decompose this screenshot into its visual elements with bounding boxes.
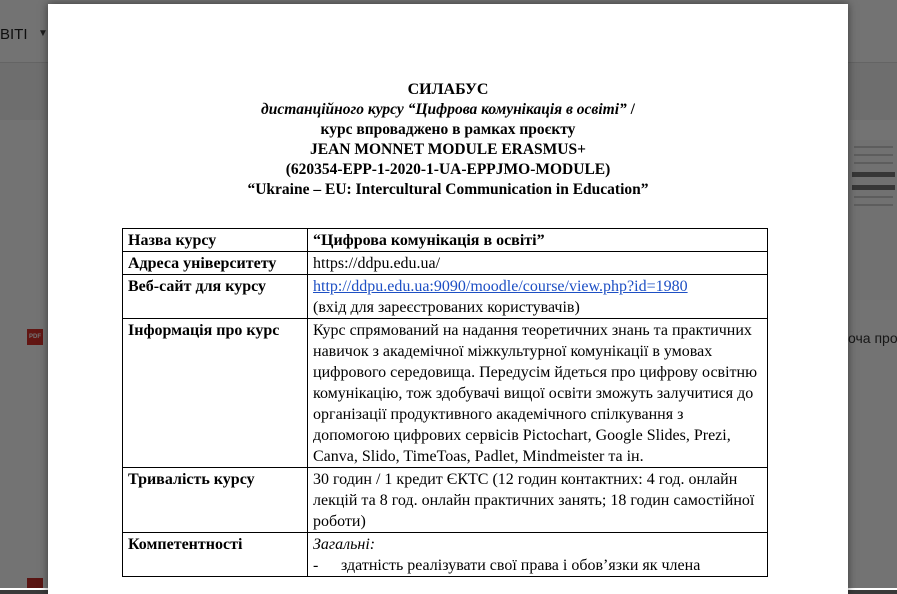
course-info-label: Інформація про курс bbox=[123, 319, 308, 468]
university-label: Адреса університету bbox=[123, 252, 308, 275]
university-value: https://ddpu.edu.ua/ bbox=[308, 252, 768, 275]
document-subtitle bbox=[48, 100, 848, 120]
duration-label: Тривалість курсу bbox=[123, 468, 308, 533]
document-subtitle-text: дистанційного курсу “Цифрова комунікація в освіті” bbox=[261, 101, 631, 118]
document-project-code: (620354-EPP-1-2020-1-UA-EPPJMO-MODULE) bbox=[285, 161, 611, 178]
document-project-title: “Ukraine – EU: Intercultural Communication in Education” bbox=[247, 181, 649, 198]
course-name-value: “Цифрова комунікація в освіті” bbox=[308, 229, 768, 252]
document-title: СИЛАБУС bbox=[407, 81, 489, 98]
course-website-link[interactable]: http://ddpu.edu.ua:9090/moodle/course/view.php?id=1980 bbox=[313, 278, 688, 295]
document-header bbox=[48, 80, 848, 200]
table-row bbox=[123, 229, 768, 252]
document-subtitle-slash: / bbox=[630, 101, 635, 118]
table-row bbox=[123, 533, 768, 577]
duration-value: 30 годин / 1 кредит ЄКТС (12 годин контактних: 4 год. онлайн лекцій та 8 год. онлайн практичних занять; 18 годин самостійної роботи) bbox=[308, 468, 768, 533]
document-project-line: курс впроваджено в рамках проєкту bbox=[320, 121, 576, 138]
syllabus-table bbox=[122, 228, 768, 577]
website-note: (вхід для зареєстрованих користувачів) bbox=[313, 299, 580, 316]
website-label: Веб-сайт для курсу bbox=[123, 275, 308, 319]
competencies-cell bbox=[308, 533, 768, 577]
table-row bbox=[123, 275, 768, 319]
document-preview-modal bbox=[48, 4, 848, 594]
competencies-general-heading: Загальні: bbox=[313, 536, 376, 553]
table-row bbox=[123, 319, 768, 468]
course-name-label: Назва курсу bbox=[123, 229, 308, 252]
list-dash: - bbox=[313, 557, 319, 574]
table-row bbox=[123, 252, 768, 275]
document-program-line: JEAN MONNET MODULE ERASMUS+ bbox=[310, 141, 586, 158]
table-row bbox=[123, 468, 768, 533]
course-info-value: Курс спрямований на надання теоретичних знань та практичних навичок з академічної міжкультурної комунікації в умовах цифрового середовища. Передусім йдеться про цифрову освітню комунікацію, тож здобувачі вищої освіти зможуть залучитися до організації продуктивного академічного спілкування з допомогою цифрових сервісів Pictochart, Google Slides, Prezi, Canva, Slido, TimeToas, Padlet, Mindmeister та ін. bbox=[308, 319, 768, 468]
competencies-label: Компетентності bbox=[123, 533, 308, 577]
website-cell bbox=[308, 275, 768, 319]
competency-item: здатність реалізувати свої права і обов’язки як члена bbox=[341, 557, 701, 574]
